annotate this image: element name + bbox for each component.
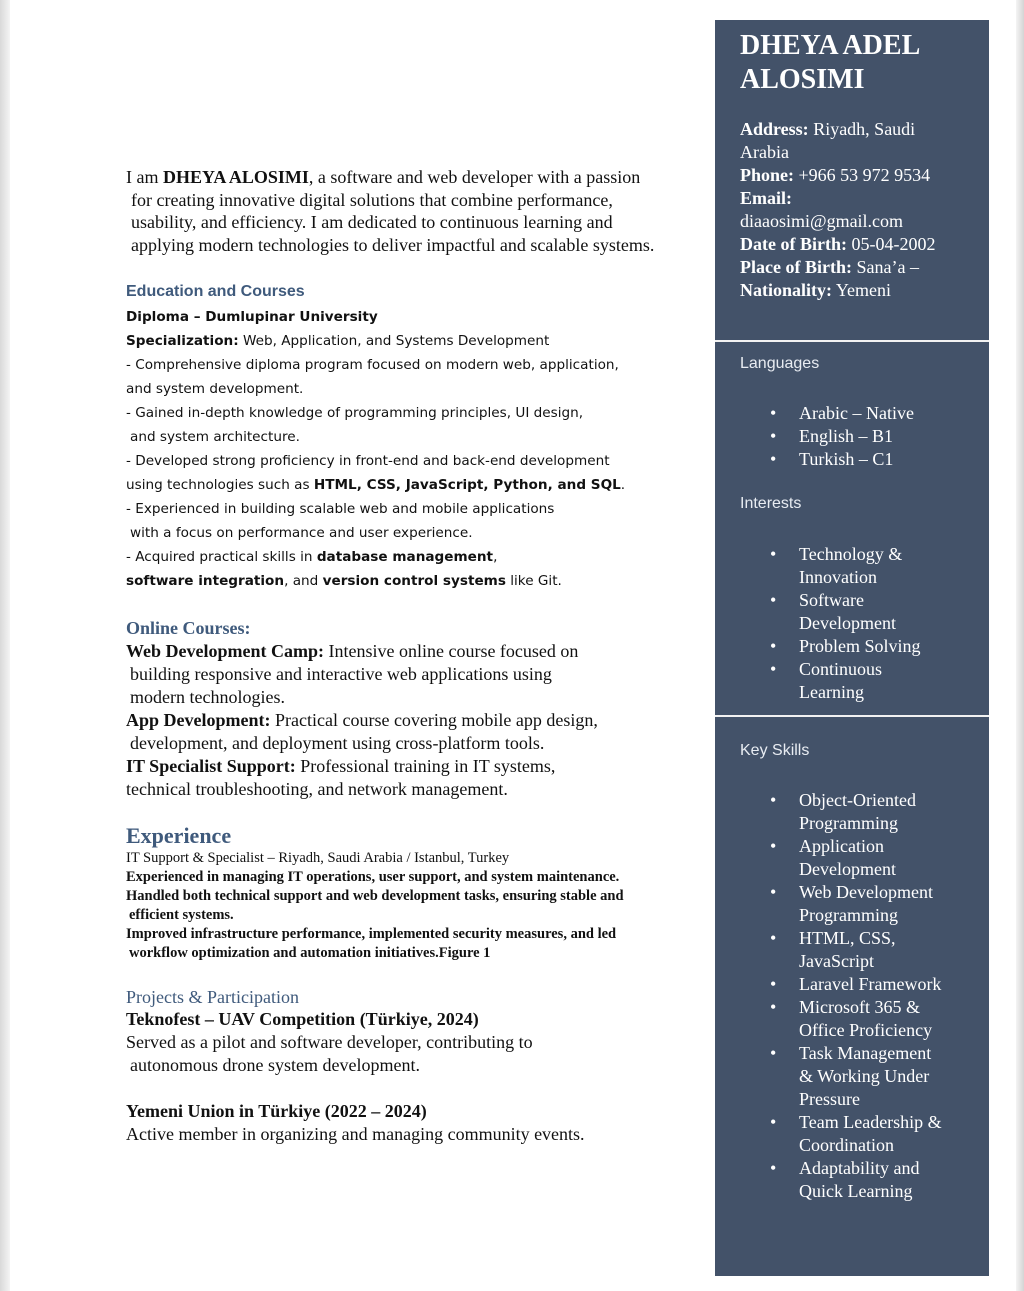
list-item: • Team Leadership & Coordination: [770, 1112, 942, 1155]
course-title: IT Specialist Support:: [126, 756, 296, 776]
contact-info: Address: Riyadh, Saudi Arabia Phone: +966 53 972 9534 Email: diaaosimi@gmail.com Date of Birth: 05-04-2002 Place of Birth: Sana’a – Nationality: Yemeni: [740, 118, 980, 302]
list-item: • Arabic – Native: [770, 403, 914, 423]
list-item: • Web Development Programming: [770, 882, 934, 925]
interests-heading: Interests: [740, 495, 802, 512]
list-item: • Software Development: [770, 590, 896, 633]
sidebar-divider: [715, 340, 989, 342]
projects-section: Projects & Participation Teknofest – UAV Competition (Türkiye, 2024) Served as a pilot and software developer, contributing to autonomous drone system development. Yemeni Union in Türkiye (2022 – 2024) Active member in organizing and managing community events.: [126, 986, 711, 1146]
languages-list: [715, 402, 989, 471]
projects-heading: Projects & Participation: [126, 987, 299, 1007]
page-edge-left: [0, 0, 10, 1291]
list-item: • Problem Solving: [770, 636, 921, 656]
online-courses-section: Online Courses: Web Development Camp: Intensive online course focused on building responsive and interactive web applications using modern technologies. App Development: Practical course covering mobile app design, development, and deployment using cross-platform tools. IT Specialist Support: Professional training in IT systems, technical troubleshooting, and network management.: [126, 617, 711, 801]
intro-name: DHEYA ALOSIMI: [162, 167, 309, 187]
candidate-name: DHEYA ADEL ALOSIMI: [740, 30, 921, 95]
list-item: • Task Management & Working Under Pressure: [770, 1043, 932, 1109]
list-item: • HTML, CSS, JavaScript: [770, 928, 896, 971]
sidebar-divider: [715, 715, 989, 717]
list-item: • Turkish – C1: [770, 449, 894, 469]
sidebar: [715, 20, 989, 1276]
list-item: • Application Development: [770, 836, 896, 879]
course-title: App Development:: [126, 710, 271, 730]
languages-heading: Languages: [740, 355, 820, 372]
experience-heading: Experience: [126, 823, 232, 848]
list-item: • Microsoft 365 & Office Proficiency: [770, 997, 933, 1040]
project-title: Yemeni Union in Türkiye (2022 – 2024): [126, 1101, 427, 1121]
interests-list: [715, 543, 989, 704]
list-item: • English – B1: [770, 426, 894, 446]
skills-heading: Key Skills: [740, 742, 810, 759]
page-edge-right: [1016, 0, 1024, 1291]
list-item: • Laravel Framework: [770, 974, 942, 994]
experience-role: IT Support & Specialist – Riyadh, Saudi Arabia / Istanbul, Turkey: [126, 850, 510, 866]
list-item: • Continuous Learning: [770, 659, 883, 702]
list-item: • Technology & Innovation: [770, 544, 903, 587]
project-title: Teknofest – UAV Competition (Türkiye, 2024): [126, 1009, 479, 1029]
intro-paragraph: I am DHEYA ALOSIMI, a software and web developer with a passion for creating innovative digital solutions that combine performance, usability, and efficiency. I am dedicated to continuous learning and applying modern technologies to deliver impactful and scalable systems.: [126, 167, 655, 256]
course-title: Web Development Camp:: [126, 641, 324, 661]
skills-list: [715, 789, 989, 1203]
education-section: Education and Courses Diploma – Dumlupinar University Specialization: Web, Application, and Systems Development - Comprehensive diploma program focused on modern web, application, and system development. - Gained in-depth knowledge of programming principles, UI design, and system architecture. - Developed strong proficiency in front-end and back-end development using technologies such as HTML, CSS, JavaScript, Python, and SQL. - Experienced in building scalable web and mobile applications with a focus on performance and user experience. - Acquired practical skills in database management, software integration, and version control systems like Git.: [126, 282, 711, 593]
education-heading: Education and Courses: [126, 283, 305, 300]
list-item: • Adaptability and Quick Learning: [770, 1158, 920, 1201]
diploma-title: Diploma – Dumlupinar University: [126, 309, 378, 325]
experience-section: Experience IT Support & Specialist – Riyadh, Saudi Arabia / Istanbul, Turkey Experienced in managing IT operations, user support, and system maintenance. Handled both technical support and web development tasks, ensuring stable and efficient systems. Improved infrastructure performance, implemented security measures, and led workflow optimization and automation initiatives.Figure 1: [126, 823, 711, 963]
online-courses-heading: Online Courses:: [126, 618, 251, 638]
list-item: • Object-Oriented Programming: [770, 790, 916, 833]
email-value: diaaosimi@gmail.com: [740, 211, 904, 231]
